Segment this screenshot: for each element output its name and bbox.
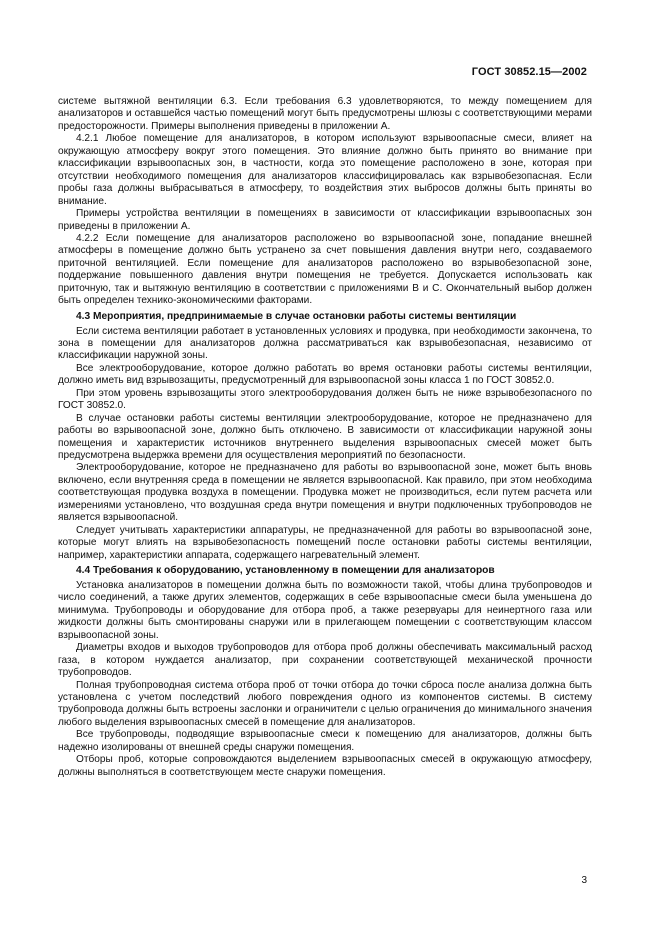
document-code-header: ГОСТ 30852.15—2002 (471, 66, 587, 78)
paragraph: Все электрооборудование, которое должно работать во время остановки работы системы вентиляции, должно иметь вид взрывозащиты, предусмотренный для взрывоопасной зоны класса 1 по ГОСТ 30852.0. (58, 362, 592, 387)
document-body (58, 96, 592, 779)
page-number: 3 (581, 875, 587, 886)
paragraph-4-2-2: 4.2.2 Если помещение для анализаторов расположено во взрывоопасной зоне, попадание внешней атмосферы в помещение должно быть устранено за счет повышения давления внутри него, создаваемого приточной вентиляцией. Если помещение для анализаторов расположено во взрывобезопасной зоне, поддержание повышенного давления внутри помещения не требуется. Допускается использовать как приточную, так и вытяжную вентиляцию в соответствии с приложениями В и С. Окончательный выбор должен быть определен технико-экономическими факторами. (58, 232, 592, 307)
paragraph: Установка анализаторов в помещении должна быть по возможности такой, чтобы длина трубопроводов и число соединений, а также других элементов, содержащих в себе взрывоопасные смеси была уменьшена до минимума. Трубопроводы и оборудование для отбора проб, а также резервуары для неинертного газа или жидкости должны быть смонтированы снаружи или в прилегающем помещении с соответствующим классом взрывоопасной зоны. (58, 579, 592, 641)
paragraph: Отборы проб, которые сопровождаются выделением взрывоопасных смесей в окружающую атмосферу, должны выполняться в соответствующем месте снаружи помещения. (58, 754, 592, 778)
section-heading-4-4: 4.4 Требования к оборудованию, установленному в помещении для анализаторов (76, 565, 495, 577)
paragraph: Если система вентиляции работает в установленных условиях и продувка, при необходимости закончена, то зона в помещении для анализаторов должна рассматриваться как взрывобезопасная, независимо от классификации наружной зоны. (58, 325, 592, 362)
paragraph: Диаметры входов и выходов трубопроводов для отбора проб должны обеспечивать максимальный расход газа, в котором нуждается анализатор, при сохранении соответствующей механической прочности трубопроводов. (58, 642, 592, 679)
paragraph: Электрооборудование, которое не предназначено для работы во взрывоопасной зоне, может быть вновь включено, если внутренняя среда в помещении не является взрывоопасной. Как правило, при этом необходима соответствующая продувка воздуха в помещении. Продувка может не производиться, если путем расчета или измерениями установлено, что воздушная среда внутри помещения и внутри подключенных трубопроводов не является взрывоопасной. (58, 462, 592, 524)
paragraph: системе вытяжной вентиляции 6.3. Если требования 6.3 удовлетворяются, то между помещением для анализаторов и оставшейся частью помещений могут быть предусмотрены шлюзы с соответствующими мерами предосторожности. Примеры выполнения приведены в приложении А. (58, 96, 592, 132)
section-heading-4-3: 4.3 Мероприятия, предпринимаемые в случае остановки работы системы вентиляции (76, 310, 517, 322)
paragraph: В случае остановки работы системы вентиляции электрооборудование, которое не предназначено для работы во взрывоопасной зоне, должно быть отключено. В зависимости от классификации наружной зоны помещения и характеристик источников внутреннего выделения взрывоопасных смесей может быть предусмотрена выдержка времени для осуществления мероприятий по безопасности. (58, 412, 592, 462)
paragraph: При этом уровень взрывозащиты этого электрооборудования должен быть не ниже взрывобезопасного по ГОСТ 30852.0. (58, 387, 592, 412)
paragraph: Полная трубопроводная система отбора проб от точки отбора до точки сброса после анализа должна быть установлена с учетом последствий любого повреждения одного из компонентов системы. В систему трубопровода должны быть встроены заслонки и ограничители с целью ограничения до минимального значения любого выделения взрывоопасных смесей в помещение для анализаторов. (58, 679, 592, 728)
paragraph-4-2-1: 4.2.1 Любое помещение для анализаторов, в котором используют взрывоопасные смеси, влияет на окружающую атмосферу вокруг этого помещения. Это влияние должно быть принято во внимание при классификации взрывоопасных зон, в частности, когда это помещение расположено в зоне, которая при отсутствии необходимого помещения для анализаторов классифицировалась как взрывобезопасная. Если пробы газа должны выбрасываться в атмосферу, то воздействия этих выбросов должны быть приняты во внимание. (58, 133, 592, 207)
paragraph: Примеры устройства вентиляции в помещениях в зависимости от классификации взрывоопасных зон приведены в приложении А. (58, 208, 592, 232)
paragraph: Все трубопроводы, подводящие взрывоопасные смеси к помещению для анализаторов, должны быть надежно изолированы от внешней среды снаружи помещения. (58, 729, 592, 753)
paragraph: Следует учитывать характеристики аппаратуры, не предназначенной для работы во взрывоопасной зоне, которые могут влиять на взрывобезопасность помещений после остановки работы системы вентиляции, например, характеристики аппарата, содержащего нагревательный элемент. (58, 524, 592, 561)
